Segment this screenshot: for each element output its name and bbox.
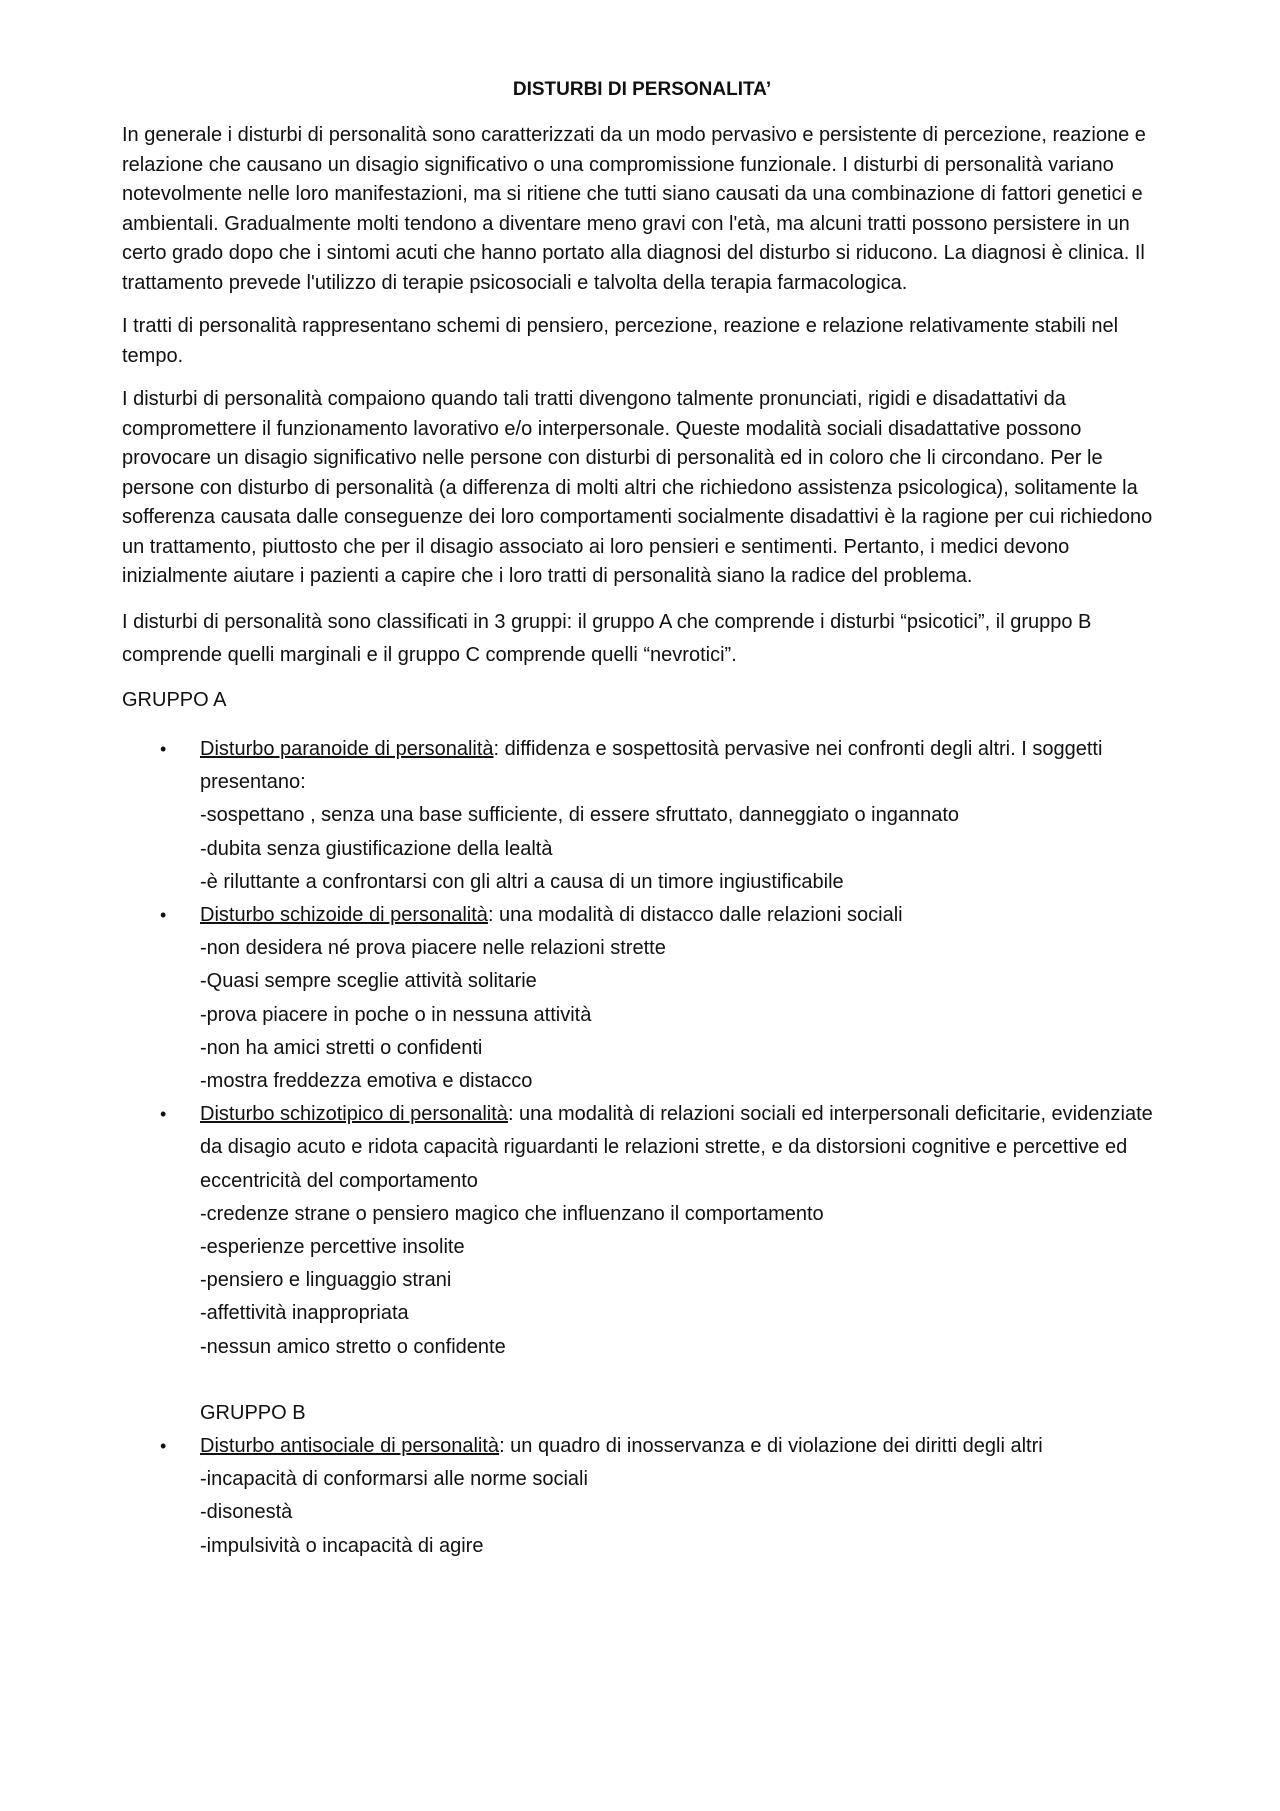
bullet-icon: • bbox=[160, 739, 167, 759]
symptom-line: -prova piacere in poche o in nessuna attività bbox=[200, 1003, 592, 1026]
group-b-heading: GRUPPO B bbox=[200, 1401, 306, 1424]
disorder-term: Disturbo antisociale di personalità bbox=[200, 1435, 500, 1458]
spacer bbox=[122, 1364, 1162, 1397]
disorder-description: : una modalità di distacco dalle relazioni sociali bbox=[487, 904, 903, 927]
symptom-line: -non desidera né prova piacere nelle relazioni strette bbox=[200, 937, 666, 960]
symptom-line: -dubita senza giustificazione della lealtà bbox=[200, 837, 553, 860]
symptom-line: -non ha amici stretti o confidenti bbox=[200, 1036, 483, 1059]
symptom-line: -incapacità di conformarsi alle norme sociali bbox=[200, 1468, 588, 1491]
symptom-line: -impulsività o incapacità di agire bbox=[200, 1534, 484, 1557]
symptom-line: -mostra freddezza emotiva e distacco bbox=[200, 1070, 533, 1093]
symptom-line: -disonestà bbox=[200, 1501, 293, 1524]
disorder-term: Disturbo schizoide di personalità bbox=[200, 904, 488, 927]
disorder-description: : un quadro di inosservanza e di violazione dei diritti degli altri bbox=[499, 1435, 1043, 1458]
bullet-icon: • bbox=[160, 905, 167, 926]
group-a-list bbox=[122, 733, 1162, 1563]
disorder-term: Disturbo schizotipico di personalità bbox=[200, 1103, 508, 1126]
list-item-schizoide bbox=[122, 899, 1162, 1098]
group-a-heading: GRUPPO A bbox=[122, 688, 227, 711]
symptom-line: -affettività inappropriata bbox=[200, 1302, 409, 1325]
document-content bbox=[122, 78, 1162, 1563]
paragraph-disorders: I disturbi di personalità compaiono quando tali tratti divengono talmente pronunciati, rigidi e disadattativi da compromettere il funzionamento lavorativo e/o interpersonale. Queste modalità sociali disadattative possono provocare un disagio significativo nelle persone con disturbi di personalità ed in coloro che li circondano. Per le persone con disturbo di personalità (a differenza di molti altri che richiedono assistenza psicologica), solitamente la sofferenza causata dalle conseguenze dei loro comportamenti socialmente disadattivi è la ragione per cui richiedono un trattamento, piuttosto che per il disagio associato ai loro pensieri e sentimenti. Pertanto, i medici devono inizialmente aiutare i pazienti a capire che i loro tratti di personalità siano la radice del problema. bbox=[122, 388, 1153, 587]
symptom-line: -Quasi sempre sceglie attività solitarie bbox=[200, 970, 537, 993]
bullet-icon: • bbox=[160, 1104, 167, 1125]
list-item-schizotipico bbox=[122, 1098, 1162, 1364]
paragraph-traits: I tratti di personalità rappresentano schemi di pensiero, percezione, reazione e relazione relativamente stabili nel tempo. bbox=[122, 315, 1119, 367]
symptom-line: -sospettano , senza una base sufficiente, di essere sfruttato, danneggiato o ingannato bbox=[200, 804, 960, 827]
paragraph-intro: In generale i disturbi di personalità sono caratterizzati da un modo pervasivo e persistente di percezione, reazione e relazione che causano un disagio significativo o una compromissione funzionale. I disturbi di personalità variano notevolmente nelle loro manifestazioni, ma si ritiene che tutti siano causati da una combinazione di fattori genetici e ambientali. Gradualmente molti tendono a diventare meno gravi con l'età, ma alcuni tratti possono persistere in un certo grado dopo che i sintomi acuti che hanno portato alla diagnosi del disturbo si riducono. La diagnosi è clinica. Il trattamento prevede l'utilizzo di terapie psicosociali e talvolta della terapia farmacologica. bbox=[122, 124, 1146, 294]
symptom-line: -è riluttante a confrontarsi con gli altri a causa di un timore ingiustificabile bbox=[200, 870, 844, 893]
list-item-antisociale bbox=[122, 1430, 1162, 1563]
list-item-paranoide bbox=[122, 733, 1162, 899]
disorder-description: : una modalità di relazioni sociali ed interpersonali deficitarie, evidenziate da disagio acuto e ridota capacità riguardanti le relazioni strette, e da distorsioni cognitive e percettive ed eccentricità del comportamento bbox=[200, 1103, 1153, 1192]
symptom-line: -esperienze percettive insolite bbox=[200, 1236, 465, 1259]
symptom-line: -nessun amico stretto o confidente bbox=[200, 1335, 506, 1358]
symptom-line: -pensiero e linguaggio strani bbox=[200, 1269, 452, 1292]
symptom-line: -credenze strane o pensiero magico che influenzano il comportamento bbox=[200, 1202, 824, 1225]
disorder-term: Disturbo paranoide di personalità bbox=[200, 738, 494, 760]
disorder-description: : diffidenza e sospettosità pervasive nei confronti degli altri. I soggetti presentano: bbox=[200, 738, 1103, 794]
paragraph-groups: I disturbi di personalità sono classificati in 3 gruppi: il gruppo A che comprende i disturbi “psicotici”, il gruppo B comprende quelli marginali e il gruppo C comprende quelli “nevrotici”. bbox=[122, 610, 1092, 666]
document-title: DISTURBI DI PERSONALITA’ bbox=[512, 79, 772, 100]
bullet-icon: • bbox=[160, 1436, 167, 1457]
